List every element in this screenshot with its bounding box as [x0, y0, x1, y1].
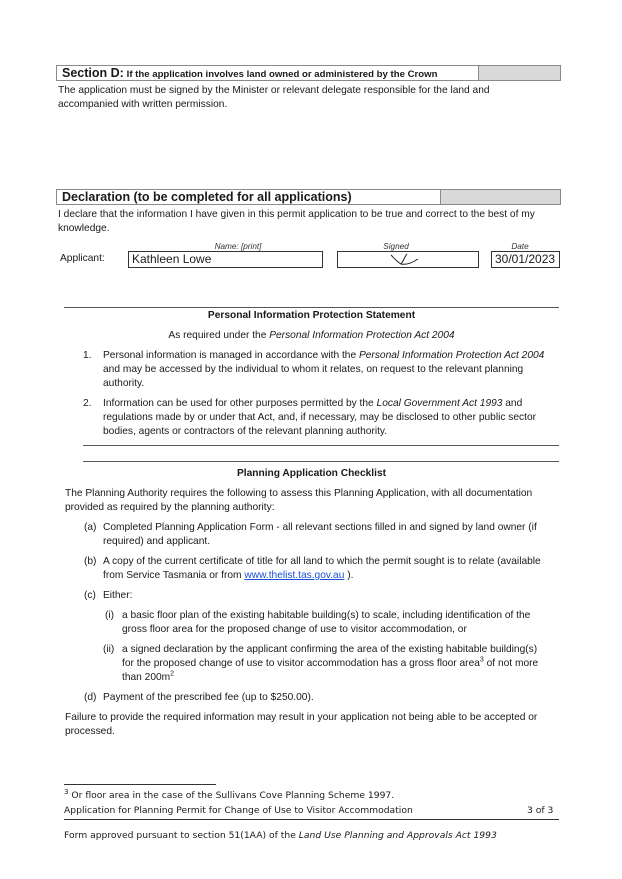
footer-rule — [64, 819, 559, 820]
failure-line-2: processed. — [65, 726, 115, 737]
applicant-name-field[interactable]: Kathleen Lowe — [128, 251, 323, 268]
privacy-item-2-act: Local Government Act 1993 — [376, 398, 503, 409]
declaration-header — [56, 189, 561, 205]
failure-line-1: Failure to provide the required information may result in your application not being able to be accepted or — [65, 712, 538, 723]
privacy-item-1-marker: 1. — [83, 350, 92, 361]
footer-approval — [64, 830, 497, 842]
privacy-title: Personal Information Protection Statement — [207, 310, 416, 321]
privacy-item-2-text-end: and — [502, 398, 523, 409]
signature-field[interactable] — [337, 251, 479, 268]
checklist-title: Planning Application Checklist — [236, 468, 387, 479]
checklist-top-rule — [83, 461, 559, 462]
applicant-label: Applicant: — [60, 253, 105, 264]
privacy-item-2 — [103, 397, 563, 439]
checklist-b-text: from Service Tasmania or from — [103, 570, 245, 581]
footer-approval-text: Form approved pursuant to section 51(1AA) of the — [64, 830, 299, 841]
section-d-header — [56, 65, 561, 81]
privacy-subtitle-act: Personal Information Protection Act 2004 — [269, 330, 455, 341]
signed-caption: Signed — [383, 242, 409, 251]
checklist-a-marker: (a) — [84, 522, 97, 533]
section-d-body-2: accompanied with written permission. — [58, 99, 228, 110]
privacy-bottom-rule — [83, 445, 559, 446]
footnote-ref: 3 — [479, 656, 484, 664]
signature-mark-icon — [388, 252, 424, 267]
footer-doc-title: Application for Planning Permit for Change of Use to Visitor Accommodation — [64, 805, 413, 816]
section-d-heading — [62, 66, 437, 82]
checklist-c-marker: (c) — [84, 590, 96, 601]
privacy-item-1-text: Personal information is managed in accordance with the — [103, 350, 359, 361]
date-caption: Date — [511, 242, 529, 251]
checklist-ci-marker: (i) — [105, 610, 115, 621]
date-field[interactable]: 30/01/2023 — [491, 251, 560, 268]
checklist-b-line-2 — [103, 569, 353, 583]
declaration-body-2: knowledge. — [58, 223, 110, 234]
footnote-rule — [64, 784, 216, 785]
declaration-shade — [440, 190, 560, 204]
checklist-cii-text-end: of not more — [483, 658, 539, 669]
checklist-a-line-1: Completed Planning Application Form - all relevant sections filled in and signed by land owner (if — [103, 522, 537, 533]
checklist-intro-2: provided as required by the planning authority: — [65, 502, 275, 513]
checklist-d-marker: (d) — [84, 692, 97, 703]
checklist-d-text: Payment of the prescribed fee (up to $250.00). — [103, 692, 314, 703]
footer-approval-act: Land Use Planning and Approvals Act 1993 — [298, 830, 497, 841]
checklist-cii-marker: (ii) — [103, 644, 115, 655]
checklist-c-text: Either: — [103, 590, 133, 601]
checklist-ci-line-1: a basic floor plan of the existing habitable building(s) to scale, including identification of the — [122, 610, 531, 621]
section-d-title: If the application involves land owned or administered by the Crown — [126, 69, 438, 80]
privacy-item-2-line-2: regulations made by or under that Act, and, if necessary, may be disclosed to other public sector — [103, 412, 537, 423]
checklist-cii-line-2 — [122, 657, 538, 671]
section-d-label: Section D: — [62, 66, 124, 80]
privacy-subtitle-prefix: As required under the — [168, 330, 270, 341]
thelist-link[interactable]: www.thelist.tas.gov.au — [244, 570, 345, 581]
privacy-item-2-text: Information can be used for other purposes permitted by the — [103, 398, 377, 409]
footer-page-number: 3 of 3 — [527, 805, 554, 816]
declaration-heading: Declaration (to be completed for all applications) — [62, 190, 352, 204]
privacy-subtitle — [64, 329, 559, 343]
checklist-ci-line-2: gross floor area for the proposed change of use to visitor accommodation, or — [122, 624, 467, 635]
footnote-text: Or floor area in the case of the Sullivans Cove Planning Scheme 1997. — [68, 790, 395, 801]
section-d-body-1: The application must be signed by the Minister or relevant delegate responsible for the land and — [58, 85, 490, 96]
privacy-item-1 — [103, 349, 563, 391]
squared-sup: 2 — [170, 670, 175, 678]
section-d-shade — [478, 66, 560, 80]
checklist-b-marker: (b) — [84, 556, 97, 567]
checklist-cii-area: than 200m — [122, 672, 171, 683]
footnote-number: 3 — [64, 787, 69, 796]
footnote — [64, 787, 395, 802]
name-caption: Name: [print] — [214, 242, 262, 251]
checklist-intro-1: The Planning Authority requires the following to assess this Planning Application, with all documentation — [65, 488, 533, 499]
privacy-item-1-line-2: and may be accessed by the individual to whom it relates, on request to the relevant planning — [103, 364, 524, 375]
checklist-b-text-end: ). — [344, 570, 354, 581]
checklist-b-line-1: A copy of the current certificate of title for all land to which the permit sought is to relate (available — [103, 556, 541, 567]
privacy-item-2-line-1 — [103, 397, 563, 411]
privacy-item-1-act: Personal Information Protection Act 2004 — [358, 350, 545, 361]
privacy-item-2-line-3: bodies, agents or contractors of the relevant planning authority. — [103, 426, 388, 437]
privacy-item-1-line-1 — [103, 349, 563, 363]
privacy-top-rule — [64, 307, 559, 308]
declaration-body-1: I declare that the information I have given in this permit application to be true and correct to the best of my — [58, 209, 535, 220]
privacy-item-2-marker: 2. — [83, 398, 92, 409]
checklist-cii-line-1: a signed declaration by the applicant confirming the area of the existing habitable building(s) — [122, 644, 538, 655]
checklist-a-line-2: required) and applicant. — [103, 536, 211, 547]
checklist-cii-text: for the proposed change of use to visitor accommodation has a gross floor area — [122, 658, 480, 669]
privacy-item-1-line-3: authority. — [103, 378, 145, 389]
checklist-cii-line-3 — [122, 671, 174, 685]
